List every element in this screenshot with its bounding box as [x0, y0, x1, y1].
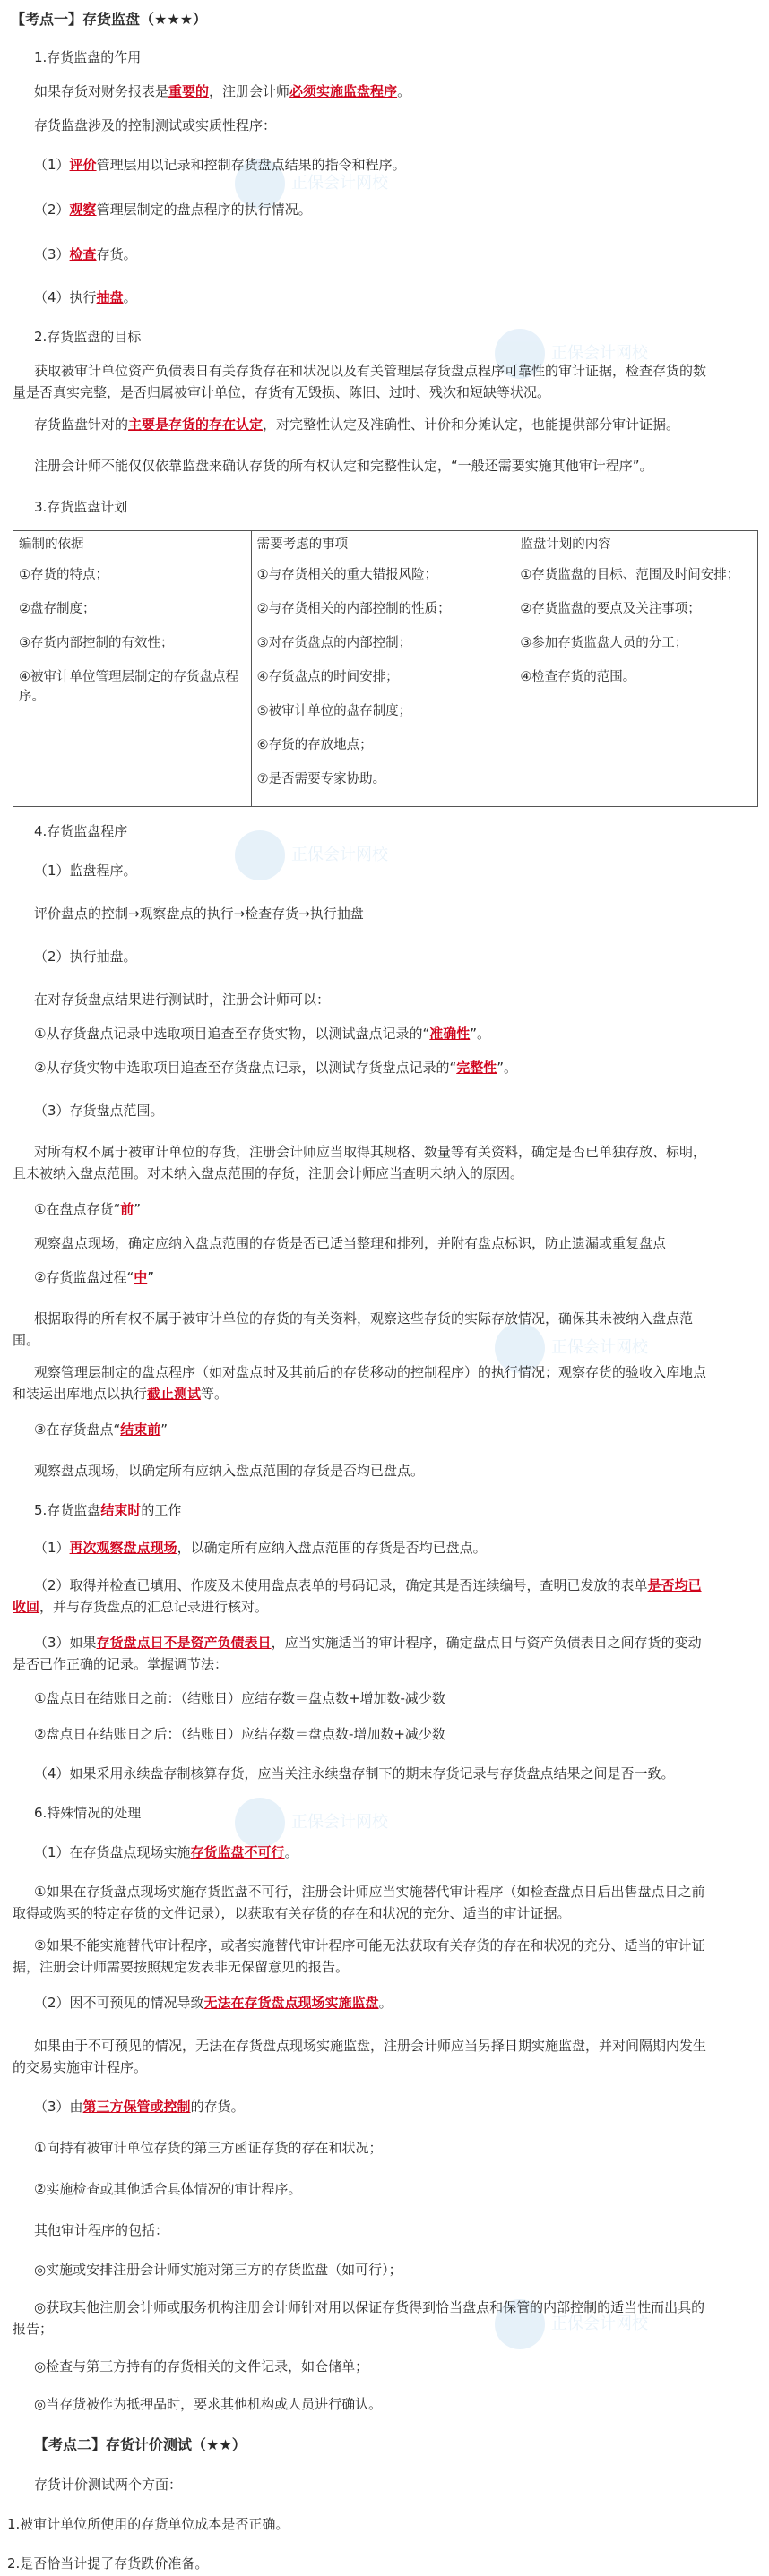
- list-item: ④检查存货的范围。: [520, 670, 636, 684]
- watermark-logo-icon: [484, 1281, 648, 1415]
- paragraph-during-line1: 根据取得的所有权不属于被审计单位的存货的有关资料，观察这些存货的实际存放情况，确保其未被纳入盘点范: [34, 1310, 694, 1327]
- watermark-logo-icon: [484, 2257, 648, 2391]
- paragraph-importance: 如果存货对财务报表是重要的，注册会计师必须实施监盘程序。: [34, 83, 411, 99]
- paragraph-other-procedures: 其他审计程序的包括：: [34, 2222, 169, 2238]
- heading-plan: 3.存货监盘计划: [34, 499, 128, 515]
- paragraph-ownership-note: 注册会计师不能仅仅依靠监盘来确认存货的所有权认定和完整性认定，“一般还需要实施其他审计程序”。: [34, 458, 653, 474]
- paragraph-rollforward-line2: 是否已作正确的记录。掌握调节法：: [13, 1656, 229, 1672]
- list-item-impairment: 2.是否恰当计提了存货跌价准备。: [7, 2555, 209, 2572]
- heading-special-cases: 6.特殊情况的处理: [34, 1805, 142, 1821]
- list-item: ①存货监盘的目标、范围及时间安排；: [520, 568, 740, 582]
- paragraph-modified-opinion-line1: ②如果不能实施替代审计程序，或者实施替代审计程序可能无法获取有关存货的存在和状况的充分、适当的审计证: [34, 1937, 705, 1953]
- list-item-test-count: （4）执行抽盘。: [34, 289, 137, 305]
- list-item-observe: （2）观察管理层制定的盘点程序的执行情况。: [34, 202, 312, 218]
- paragraph-cutoff-line2: 和装运出库地点以执行截止测试等。: [13, 1386, 229, 1402]
- list-item: ①与存货相关的重大错报风险；: [256, 568, 438, 582]
- heading-purpose: 1.存货监盘的作用: [34, 49, 142, 65]
- section-title-pricing-test: 【考点二】存货计价测试（★★）: [34, 2436, 246, 2453]
- paragraph-unforeseen-line2: 的交易实施审计程序。: [13, 2059, 148, 2075]
- svg-text:正保会计网校: 正保会计网校: [551, 344, 648, 363]
- formula-after-closing: ②盘点日在结账日之后：（结账日）应结存数＝盘点数-增加数+减少数: [34, 1726, 445, 1742]
- paragraph-scope-line1: 对所有权不属于被审计单位的存货，注册会计师应当取得其规格、数量等有关资料，确定是否已单独存放、标明，: [34, 1144, 707, 1160]
- paragraph-count-sheets-line2: 收回，并与存货盘点的汇总记录进行核对。: [13, 1599, 269, 1615]
- paragraph-objectives-line1: 获取被审计单位资产负债表日有关存货存在和状况以及有关管理层存货盘点程序可靠性的审计证据，检查存货的数: [34, 363, 707, 379]
- procedure-flow: 评价盘点的控制→观察盘点的执行→检查存货→执行抽盘: [34, 906, 364, 922]
- list-item-during-count: ②存货监盘过程“中”: [34, 1269, 155, 1285]
- table-cell-basis: [13, 562, 252, 807]
- table-cell-considerations: [251, 562, 514, 807]
- section-title-inventory-observation: 【考点一】存货监盘（★★★）: [11, 11, 208, 28]
- list-item-auditor-report-line1: ◎获取其他注册会计师或服务机构注册会计师针对用以保证存货得到恰当盘点和保管的内部控制的适当性而出具的: [34, 2299, 705, 2315]
- heading-objectives: 2.存货监盘的目标: [34, 329, 142, 345]
- table-header: 需要考虑的事项: [251, 531, 514, 562]
- paragraph-during-line2: 围。: [13, 1332, 40, 1348]
- list-item: ②存货监盘的要点及关注事项；: [520, 602, 701, 616]
- paragraph-scope-line2: 且未被纳入盘点范围。对未纳入盘点范围的存货，注册会计师应当查明未纳入的原因。: [13, 1165, 524, 1181]
- paragraph-unforeseen-line1: 如果由于不可预见的情况，无法在存货盘点现场实施监盘，注册会计师应当另择日期实施监盘，并对间隔期内发生: [34, 2038, 707, 2054]
- paragraph-count-sheets-line1: （2）取得并检查已填用、作废及未使用盘点表单的号码记录，确定其是否连续编号，查明已发放的表单是否均已: [34, 1577, 702, 1593]
- list-item: ③对存货盘点的内部控制；: [256, 636, 412, 650]
- table-row: [13, 562, 758, 807]
- formula-before-closing: ①盘点日在结账日之前：（结账日）应结存数＝盘点数+增加数-减少数: [34, 1690, 445, 1706]
- subheading-third-party: （3）由第三方保管或控制的存货。: [34, 2099, 245, 2115]
- table-header-row: [13, 531, 758, 562]
- list-item-completeness: ②从存货实物中选取项目追查至存货盘点记录，以测试存货盘点记录的“完整性”。: [34, 1060, 518, 1076]
- paragraph-pricing-intro: 存货计价测试两个方面：: [34, 2477, 183, 2493]
- list-item-evaluate: （1）评价管理层用以记录和控制存货盘点结果的指令和程序。: [34, 157, 406, 173]
- list-item: ②与存货相关的内部控制的性质；: [256, 602, 451, 616]
- list-item: ③参加存货监盘人员的分工；: [520, 636, 688, 650]
- svg-text:正保会计网校: 正保会计网校: [291, 846, 388, 864]
- svg-text:正保会计网校: 正保会计网校: [291, 1813, 388, 1832]
- paragraph-before-count: 观察盘点现场，确定应纳入盘点范围的存货是否已适当整理和排列，并附有盘点标识，防止遗漏或重复盘点: [34, 1235, 667, 1251]
- paragraph-reobserve: （1）再次观察盘点现场，以确定所有应纳入盘点范围的存货是否均已盘点。: [34, 1540, 487, 1556]
- list-item: ④被审计单位管理层制定的存货盘点程序。: [19, 670, 238, 704]
- list-item-confirmation: ①向持有被审计单位存货的第三方函证存货的存在和状况；: [34, 2140, 383, 2156]
- list-item: ①存货的特点；: [19, 568, 108, 582]
- paragraph-modified-opinion-line2: 据，注册会计师需要按照规定发表非无保留意见的报告。: [13, 1959, 350, 1975]
- list-item: ④存货盘点的时间安排；: [256, 670, 399, 684]
- paragraph-test-count: 在对存货盘点结果进行测试时，注册会计师可以：: [34, 992, 331, 1008]
- watermark-logo-icon: [224, 788, 388, 923]
- list-item-inspect: （3）检查存货。: [34, 246, 137, 262]
- heading-procedures: 4.存货监盘程序: [34, 823, 128, 839]
- subheading-observation-procedure: （1）监盘程序。: [34, 863, 137, 879]
- paragraph-existence-assertion: 存货监盘针对的主要是存货的存在认定，对完整性认定及准确性、计价和分摊认定，也能提供部分审计证据。: [34, 416, 680, 433]
- list-item: ②盘存制度；: [19, 602, 96, 616]
- watermark-logo-icon: [224, 116, 388, 251]
- subheading-test-count: （2）执行抽盘。: [34, 949, 137, 965]
- svg-text:正保会计网校: 正保会计网校: [291, 174, 388, 193]
- heading-end-of-count: 5.存货监盘结束时的工作: [34, 1502, 182, 1518]
- list-item-unit-cost: 1.被审计单位所使用的存货单位成本是否正确。: [7, 2516, 289, 2532]
- list-item: ⑤被审计单位的盘存制度；: [256, 704, 412, 718]
- svg-text:正保会计网校: 正保会计网校: [551, 1338, 648, 1357]
- list-item-warehouse-receipts: ◎检查与第三方持有的存货相关的文件记录，如仓储单；: [34, 2358, 369, 2374]
- list-item-accuracy: ①从存货盘点记录中选取项目追查至存货实物，以测试盘点记录的“准确性”。: [34, 1026, 491, 1042]
- paragraph-cutoff-line1: 观察管理层制定的盘点程序（如对盘点时及其前后的存货移动的控制程序）的执行情况；观察存货的验收入库地点: [34, 1364, 707, 1380]
- paragraph-alternative-line2: 取得或购买的特定存货的文件记录），以获取有关存货的存在和状况的充分、适当的审计证据。: [13, 1905, 571, 1921]
- list-item-before-count: ①在盘点存货“前”: [34, 1201, 142, 1217]
- list-item-before-end: ③在存货盘点“结束前”: [34, 1421, 168, 1438]
- plan-table: [13, 530, 758, 807]
- table-cell-plan-content: [514, 562, 758, 807]
- list-item: ⑦是否需要专家协助。: [256, 772, 386, 786]
- list-item-collateral: ◎当存货被作为抵押品时，要求其他机构或人员进行确认。: [34, 2396, 383, 2412]
- svg-text:正保会计网校: 正保会计网校: [551, 2314, 648, 2333]
- paragraph-perpetual: （4）如果采用永续盘存制核算存货，应当关注永续盘存制下的期末存货记录与存货盘点结果之间是否一致。: [34, 1765, 675, 1782]
- list-item-auditor-report-line2: 报告；: [13, 2321, 54, 2337]
- list-item: ⑥存货的存放地点；: [256, 738, 373, 752]
- subheading-unforeseen: （2）因不可预见的情况导致无法在存货盘点现场实施监盘。: [34, 1995, 393, 2011]
- paragraph-alternative-line1: ①如果在存货盘点现场实施存货监盘不可行，注册会计师应当实施替代审计程序（如检查盘点日后出售盘点日之前: [34, 1884, 705, 1900]
- table-header: 监盘计划的内容: [514, 531, 758, 562]
- list-item: ③存货内部控制的有效性；: [19, 636, 174, 650]
- paragraph-procedures-intro: 存货监盘涉及的控制测试或实质性程序：: [34, 117, 277, 133]
- paragraph-rollforward-line1: （3）如果存货盘点日不是资产负债表日，应当实施适当的审计程序，确定盘点日与资产负债表日之间存货的变动: [34, 1635, 702, 1651]
- paragraph-objectives-line2: 量是否真实完整，是否归属被审计单位，存货有无毁损、陈旧、过时、残次和短缺等状况。: [13, 384, 551, 400]
- paragraph-before-end: 观察盘点现场，以确定所有应纳入盘点范围的存货是否均已盘点。: [34, 1463, 425, 1479]
- subheading-impracticable: （1）在存货盘点现场实施存货监盘不可行。: [34, 1844, 298, 1860]
- list-item-third-party-observation: ◎实施或安排注册会计师实施对第三方的存货监盘（如可行）；: [34, 2262, 402, 2278]
- subheading-count-scope: （3）存货盘点范围。: [34, 1103, 164, 1119]
- table-header: 编制的依据: [13, 531, 252, 562]
- list-item-inspection: ②实施检查或其他适合具体情况的审计程序。: [34, 2181, 302, 2197]
